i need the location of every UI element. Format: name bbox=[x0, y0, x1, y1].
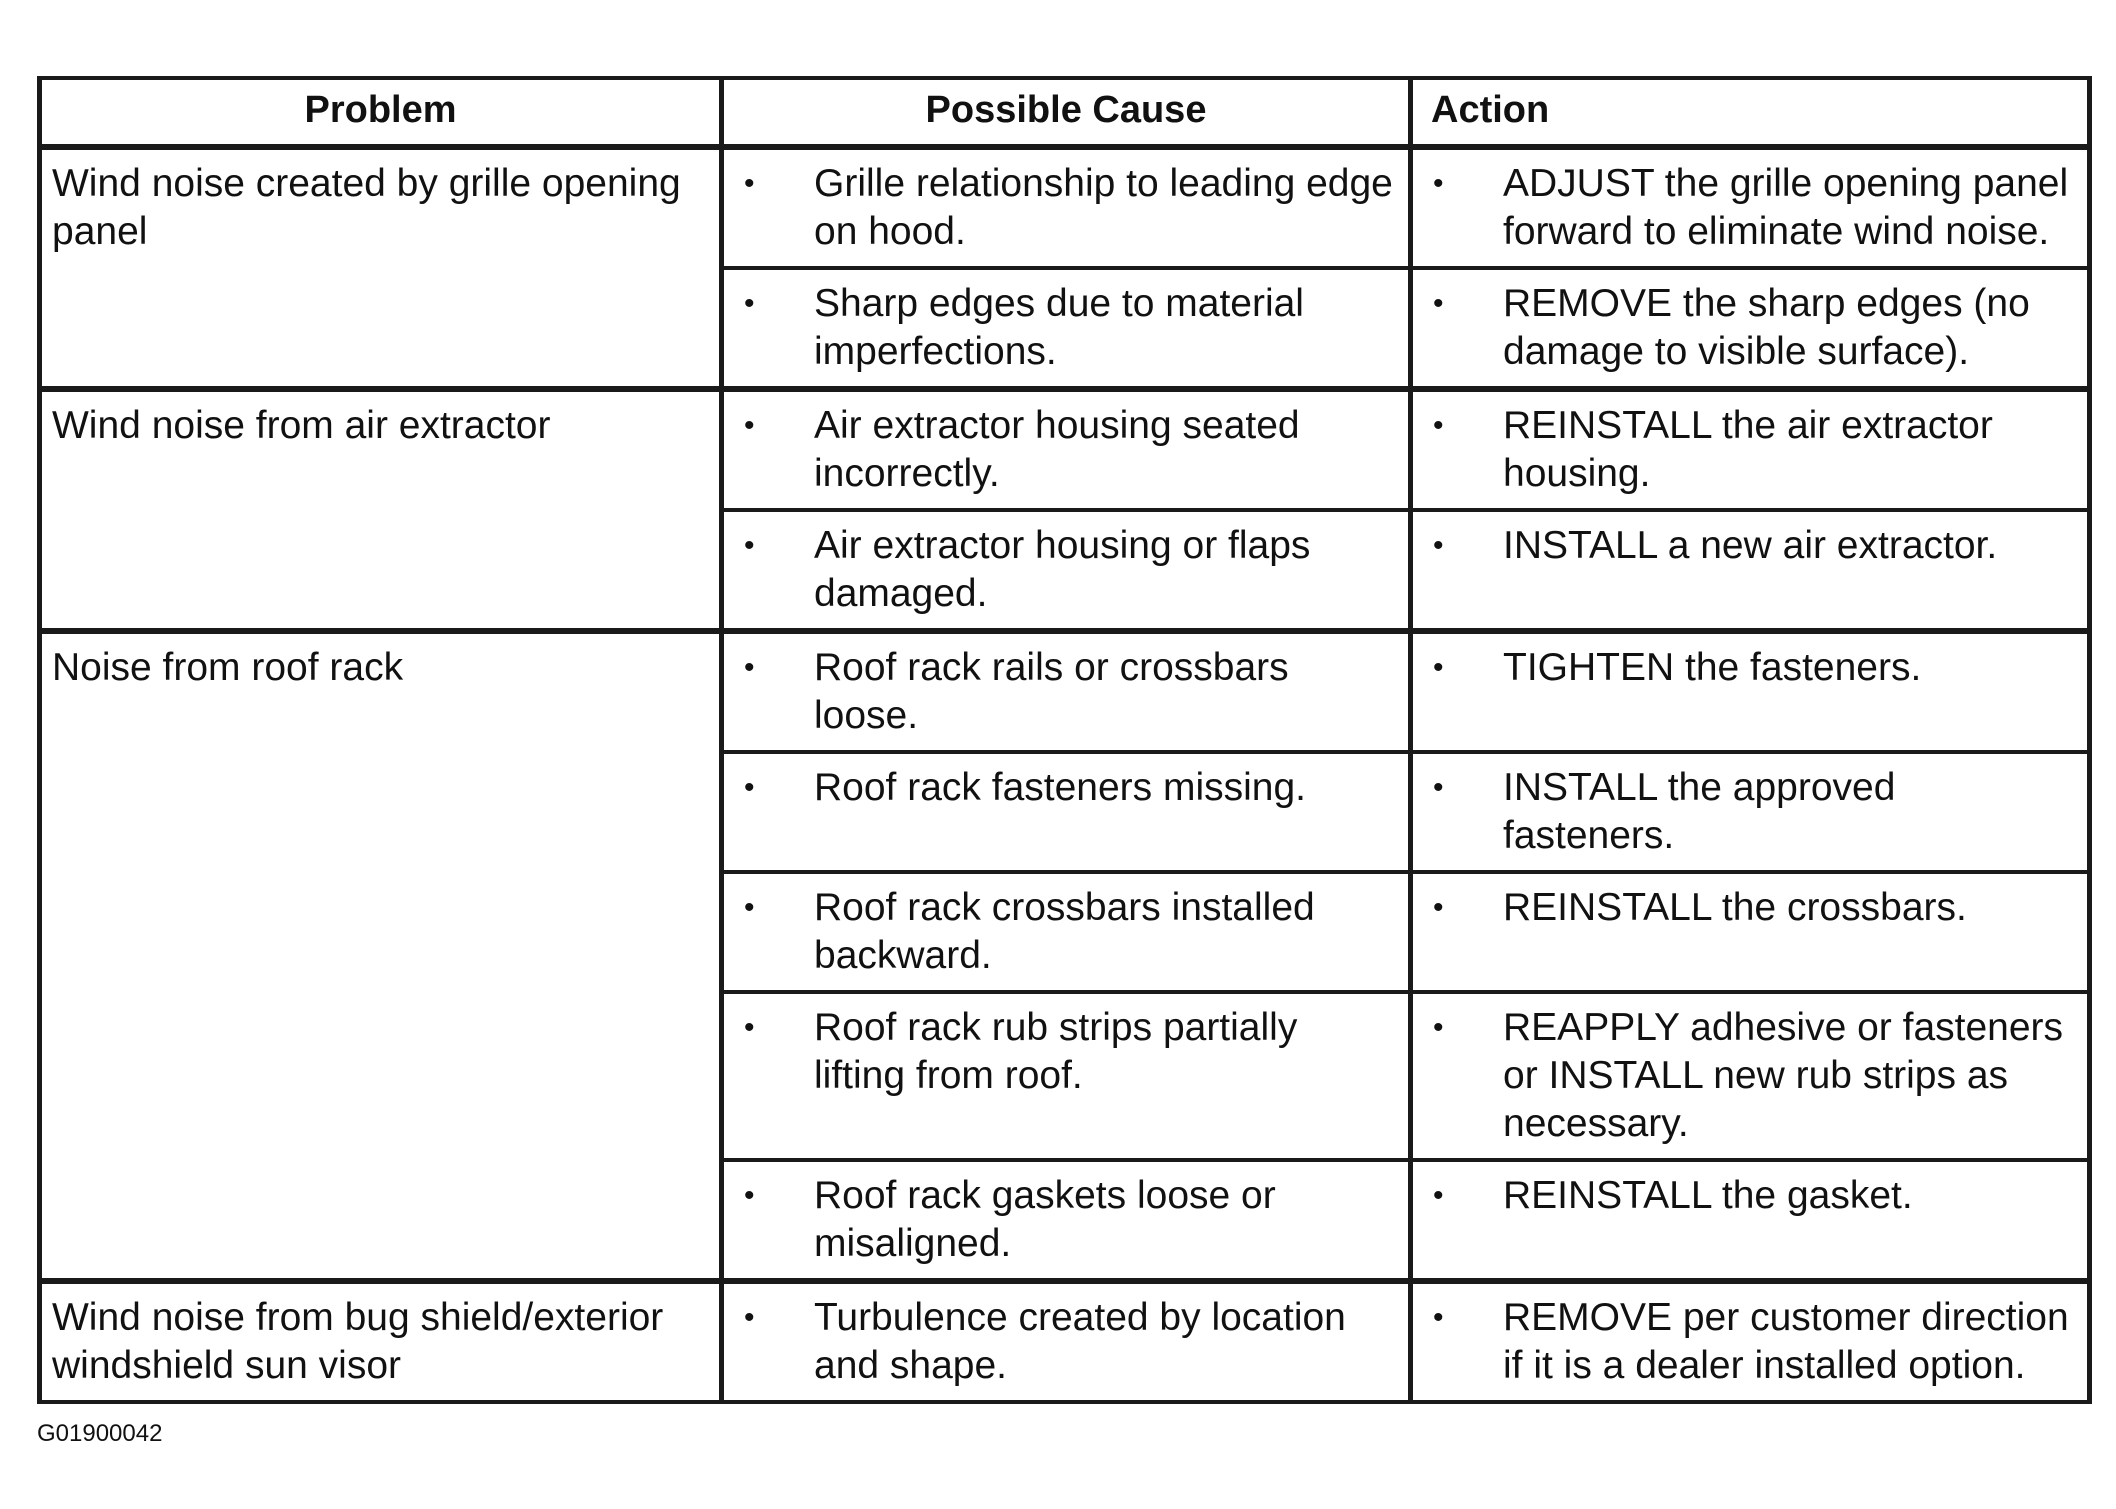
cause-text: Air extractor housing seated incorrectly. bbox=[814, 404, 1300, 495]
problem-cell: Wind noise from air extractor bbox=[40, 389, 722, 631]
action-cell bbox=[1411, 389, 2090, 510]
cause-cell bbox=[722, 752, 1411, 872]
bullet-icon: • bbox=[1433, 409, 1444, 442]
bullet-icon: • bbox=[744, 1301, 755, 1334]
action-cell bbox=[1411, 872, 2090, 992]
action-text: REINSTALL the gasket. bbox=[1503, 1174, 1913, 1217]
action-text: REMOVE the sharp edges (no damage to visible surface). bbox=[1503, 282, 2030, 373]
action-cell bbox=[1411, 752, 2090, 872]
bullet-icon: • bbox=[1433, 1011, 1444, 1044]
action-text: REINSTALL the air extractor housing. bbox=[1503, 404, 1993, 495]
action-text: REINSTALL the crossbars. bbox=[1503, 886, 1967, 929]
bullet-icon: • bbox=[744, 651, 755, 684]
cause-cell bbox=[722, 510, 1411, 631]
problem-cell: Wind noise from bug shield/exterior windshield sun visor bbox=[40, 1281, 722, 1402]
cause-text: Roof rack gaskets loose or misaligned. bbox=[814, 1174, 1276, 1265]
bullet-icon: • bbox=[744, 529, 755, 562]
action-column-header: Action bbox=[1411, 78, 2090, 147]
action-cell bbox=[1411, 510, 2090, 631]
bullet-icon: • bbox=[1433, 651, 1444, 684]
bullet-icon: • bbox=[1433, 1179, 1444, 1212]
table-row bbox=[40, 147, 2090, 268]
action-text: INSTALL a new air extractor. bbox=[1503, 524, 1998, 567]
cause-text: Grille relationship to leading edge on hood. bbox=[814, 162, 1393, 253]
figure-id-label: G01900042 bbox=[37, 1420, 163, 1447]
problem-column-header: Problem bbox=[40, 78, 722, 147]
action-cell bbox=[1411, 631, 2090, 752]
table-row bbox=[40, 631, 2090, 752]
cause-text: Turbulence created by location and shape. bbox=[814, 1296, 1346, 1387]
bullet-icon: • bbox=[1433, 771, 1444, 804]
bullet-icon: • bbox=[1433, 167, 1444, 200]
action-cell bbox=[1411, 992, 2090, 1160]
bullet-icon: • bbox=[1433, 529, 1444, 562]
table-row bbox=[40, 389, 2090, 510]
bullet-icon: • bbox=[1433, 891, 1444, 924]
bullet-icon: • bbox=[1433, 287, 1444, 320]
cause-text: Roof rack crossbars installed backward. bbox=[814, 886, 1315, 977]
cause-cell bbox=[722, 1160, 1411, 1281]
bullet-icon: • bbox=[1433, 1301, 1444, 1334]
bullet-icon: • bbox=[744, 1179, 755, 1212]
problem-cell: Wind noise created by grille opening panel bbox=[40, 147, 722, 389]
bullet-icon: • bbox=[744, 891, 755, 924]
action-cell bbox=[1411, 1281, 2090, 1402]
bullet-icon: • bbox=[744, 1011, 755, 1044]
action-text: TIGHTEN the fasteners. bbox=[1503, 646, 1922, 689]
header-row bbox=[40, 78, 2090, 147]
action-text: INSTALL the approved fasteners. bbox=[1503, 766, 1896, 857]
bullet-icon: • bbox=[744, 409, 755, 442]
cause-cell bbox=[722, 872, 1411, 992]
action-text: ADJUST the grille opening panel forward to eliminate wind noise. bbox=[1503, 162, 2069, 253]
possible-cause-column-header: Possible Cause bbox=[722, 78, 1411, 147]
diagnosis-table bbox=[37, 76, 2092, 1404]
bullet-icon: • bbox=[744, 287, 755, 320]
cause-cell bbox=[722, 992, 1411, 1160]
action-cell bbox=[1411, 1160, 2090, 1281]
action-cell bbox=[1411, 268, 2090, 389]
cause-cell bbox=[722, 147, 1411, 268]
cause-text: Roof rack rails or crossbars loose. bbox=[814, 646, 1289, 737]
action-cell bbox=[1411, 147, 2090, 268]
action-text: REAPPLY adhesive or fasteners or INSTALL new rub strips as necessary. bbox=[1503, 1006, 2064, 1145]
problem-cell: Noise from roof rack bbox=[40, 631, 722, 1281]
cause-text: Roof rack fasteners missing. bbox=[814, 766, 1307, 809]
table-row bbox=[40, 1281, 2090, 1402]
cause-cell bbox=[722, 389, 1411, 510]
cause-cell bbox=[722, 268, 1411, 389]
cause-text: Sharp edges due to material imperfections. bbox=[814, 282, 1304, 373]
bullet-icon: • bbox=[744, 167, 755, 200]
bullet-icon: • bbox=[744, 771, 755, 804]
action-text: REMOVE per customer direction if it is a dealer installed option. bbox=[1503, 1296, 2069, 1387]
cause-cell bbox=[722, 631, 1411, 752]
cause-text: Roof rack rub strips partially lifting from roof. bbox=[814, 1006, 1298, 1097]
cause-text: Air extractor housing or flaps damaged. bbox=[814, 524, 1311, 615]
cause-cell bbox=[722, 1281, 1411, 1402]
